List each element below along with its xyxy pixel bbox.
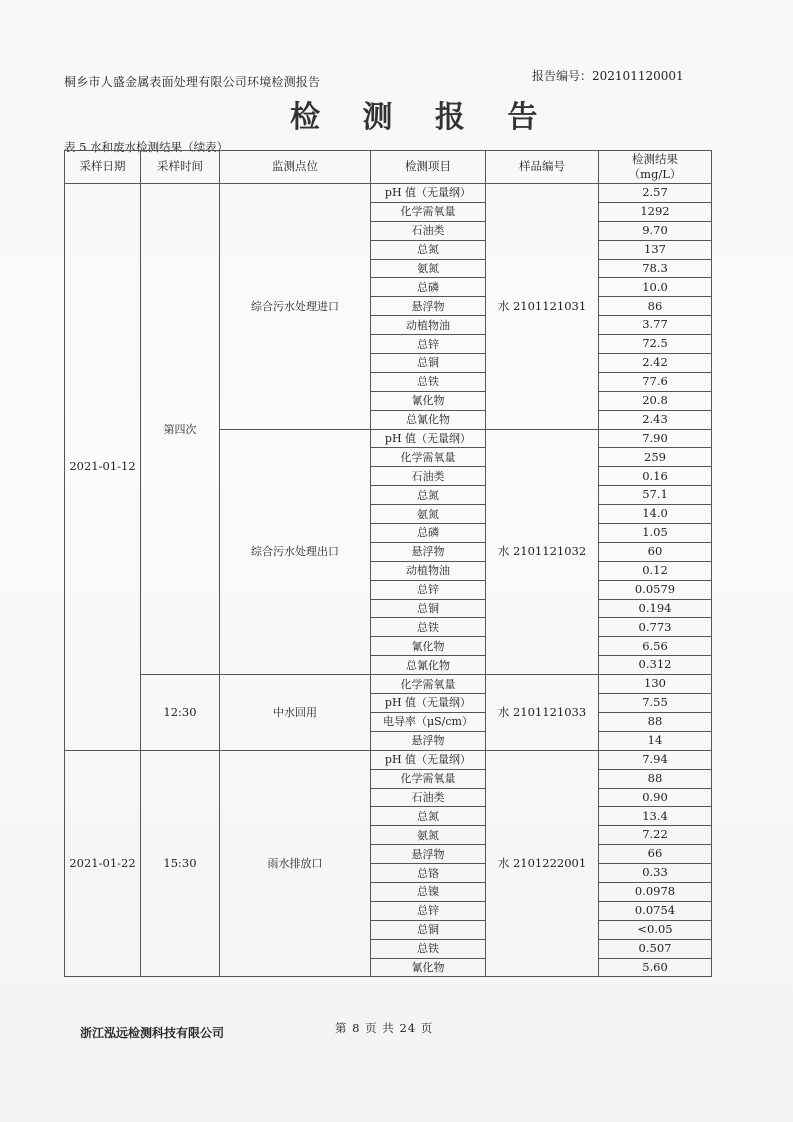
value-cell: 10.0 (599, 278, 712, 297)
item-cell: pH 值（无量纲） (371, 694, 486, 713)
page-number: 第 8 页 共 24 页 (335, 1021, 434, 1035)
item-cell: 氨氮 (371, 505, 486, 524)
value-cell: 0.507 (599, 939, 712, 958)
item-cell: 化学需氧量 (371, 675, 486, 694)
value-cell: 7.94 (599, 750, 712, 769)
value-cell: 0.90 (599, 788, 712, 807)
table-header-row (65, 151, 712, 184)
item-cell: 总铜 (371, 920, 486, 939)
item-cell: 总铜 (371, 599, 486, 618)
item-cell: 石油类 (371, 221, 486, 240)
item-cell: 石油类 (371, 467, 486, 486)
sample-cell: 水 2101222001 (486, 750, 599, 977)
time-cell: 15:30 (141, 750, 220, 977)
value-cell: 5.60 (599, 958, 712, 977)
item-cell: 总氮 (371, 807, 486, 826)
sample-cell: 水 2101121033 (486, 675, 599, 751)
value-cell: 60 (599, 542, 712, 561)
report-number-value: 202101120001 (592, 69, 684, 83)
value-cell: 20.8 (599, 391, 712, 410)
item-cell: 动植物油 (371, 561, 486, 580)
item-cell: 化学需氧量 (371, 769, 486, 788)
table-row (65, 184, 712, 203)
report-header-company: 桐乡市人盛金属表面处理有限公司环境检测报告 (64, 75, 321, 89)
value-cell: 57.1 (599, 486, 712, 505)
report-number-label: 报告编号： (532, 69, 593, 83)
point-cell: 综合污水处理进口 (220, 184, 371, 430)
item-cell: 悬浮物 (371, 297, 486, 316)
item-cell: 电导率（μS/cm） (371, 712, 486, 731)
col-header-result (599, 151, 712, 184)
col-header-result-line2: （mg/L） (628, 166, 682, 181)
value-cell: 137 (599, 240, 712, 259)
value-cell: 0.12 (599, 561, 712, 580)
page-title: 检 测 报 告 (290, 100, 554, 135)
col-header-item: 检测项目 (371, 151, 486, 184)
value-cell: 9.70 (599, 221, 712, 240)
col-header-date: 采样日期 (65, 151, 141, 184)
date-cell: 2021-01-22 (65, 750, 141, 977)
point-cell: 雨水排放口 (220, 750, 371, 977)
item-cell: 化学需氧量 (371, 202, 486, 221)
value-cell: 88 (599, 712, 712, 731)
sample-cell: 水 2101121032 (486, 429, 599, 675)
item-cell: 总铁 (371, 618, 486, 637)
value-cell: 0.33 (599, 864, 712, 883)
value-cell: 2.57 (599, 184, 712, 203)
value-cell: 77.6 (599, 372, 712, 391)
value-cell: 2.43 (599, 410, 712, 429)
value-cell: 88 (599, 769, 712, 788)
item-cell: 悬浮物 (371, 542, 486, 561)
item-cell: pH 值（无量纲） (371, 429, 486, 448)
value-cell: 0.312 (599, 656, 712, 675)
table-caption: 表 5 水和废水检测结果（续表） (64, 140, 229, 154)
item-cell: 总镍 (371, 882, 486, 901)
item-cell: 总铁 (371, 372, 486, 391)
footer-company: 浙江泓远检测科技有限公司 (80, 1026, 225, 1040)
value-cell: 2.42 (599, 354, 712, 373)
report-number (532, 67, 684, 84)
value-cell: 72.5 (599, 335, 712, 354)
item-cell: 悬浮物 (371, 731, 486, 750)
item-cell: 总铬 (371, 864, 486, 883)
point-cell: 中水回用 (220, 675, 371, 751)
value-cell: 0.16 (599, 467, 712, 486)
value-cell: 1.05 (599, 524, 712, 543)
item-cell: 石油类 (371, 788, 486, 807)
item-cell: 氰化物 (371, 391, 486, 410)
item-cell: pH 值（无量纲） (371, 184, 486, 203)
table-row (65, 675, 712, 694)
col-header-time: 采样时间 (141, 151, 220, 184)
item-cell: 氨氮 (371, 826, 486, 845)
value-cell: <0.05 (599, 920, 712, 939)
value-cell: 7.55 (599, 694, 712, 713)
col-header-result-line1: 检测结果 (632, 152, 678, 166)
value-cell: 0.0579 (599, 580, 712, 599)
item-cell: 总氮 (371, 486, 486, 505)
item-cell: 总锌 (371, 901, 486, 920)
value-cell: 3.77 (599, 316, 712, 335)
item-cell: 总磷 (371, 524, 486, 543)
date-cell: 2021-01-12 (65, 184, 141, 751)
value-cell: 78.3 (599, 259, 712, 278)
col-header-point: 监测点位 (220, 151, 371, 184)
item-cell: 总磷 (371, 278, 486, 297)
time-cell: 第四次 (141, 184, 220, 675)
item-cell: 氨氮 (371, 259, 486, 278)
value-cell: 0.0978 (599, 882, 712, 901)
value-cell: 130 (599, 675, 712, 694)
value-cell: 7.90 (599, 429, 712, 448)
item-cell: 动植物油 (371, 316, 486, 335)
item-cell: 总锌 (371, 580, 486, 599)
value-cell: 0.194 (599, 599, 712, 618)
item-cell: 总铁 (371, 939, 486, 958)
value-cell: 14.0 (599, 505, 712, 524)
item-cell: 悬浮物 (371, 845, 486, 864)
value-cell: 66 (599, 845, 712, 864)
col-header-sample: 样品编号 (486, 151, 599, 184)
point-cell: 综合污水处理出口 (220, 429, 371, 675)
value-cell: 13.4 (599, 807, 712, 826)
table-row (65, 750, 712, 769)
value-cell: 0.773 (599, 618, 712, 637)
item-cell: 总氰化物 (371, 656, 486, 675)
item-cell: 总铜 (371, 354, 486, 373)
item-cell: 总锌 (371, 335, 486, 354)
item-cell: 氰化物 (371, 958, 486, 977)
time-cell: 12:30 (141, 675, 220, 751)
item-cell: 总氮 (371, 240, 486, 259)
value-cell: 7.22 (599, 826, 712, 845)
results-table (64, 150, 712, 977)
value-cell: 86 (599, 297, 712, 316)
value-cell: 6.56 (599, 637, 712, 656)
sample-cell: 水 2101121031 (486, 184, 599, 430)
value-cell: 0.0754 (599, 901, 712, 920)
item-cell: 化学需氧量 (371, 448, 486, 467)
value-cell: 259 (599, 448, 712, 467)
value-cell: 14 (599, 731, 712, 750)
item-cell: pH 值（无量纲） (371, 750, 486, 769)
value-cell: 1292 (599, 202, 712, 221)
item-cell: 总氰化物 (371, 410, 486, 429)
item-cell: 氰化物 (371, 637, 486, 656)
